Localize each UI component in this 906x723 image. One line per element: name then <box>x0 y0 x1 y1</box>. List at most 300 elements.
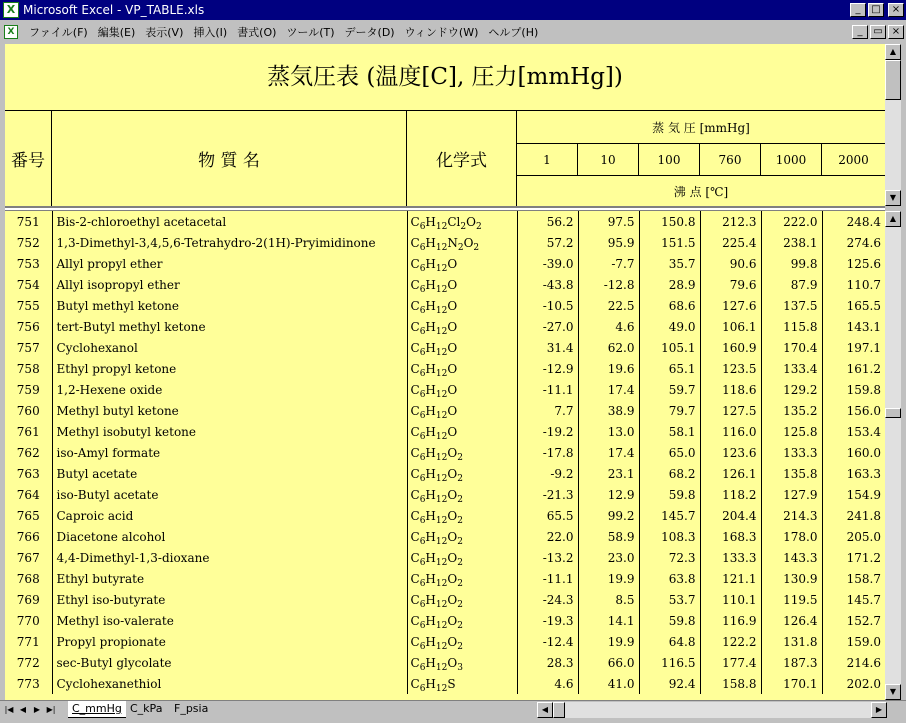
value-cell[interactable]: 110.1 <box>700 589 761 610</box>
value-cell[interactable]: 116.9 <box>700 610 761 631</box>
value-cell[interactable]: 126.4 <box>761 610 822 631</box>
value-cell[interactable]: 137.5 <box>761 295 822 316</box>
value-cell[interactable]: 156.0 <box>846 403 881 418</box>
row-number[interactable]: 751 <box>5 211 52 232</box>
value-cell[interactable]: 8.5 <box>578 589 639 610</box>
scroll-right-icon[interactable]: ▶ <box>871 702 887 718</box>
value-cell[interactable]: 115.8 <box>761 316 822 337</box>
chemical-formula[interactable] <box>407 505 517 526</box>
formula-element: C <box>410 655 420 670</box>
formula-subscript: 6 <box>419 494 426 505</box>
table-row <box>5 421 885 442</box>
value-cell[interactable]: 150.8 <box>639 211 700 232</box>
formula-subscript: 12 <box>435 557 448 568</box>
value-cell[interactable]: 79.6 <box>700 274 761 295</box>
formula-subscript: 6 <box>419 221 426 232</box>
value-cell[interactable]: 49.0 <box>639 316 700 337</box>
value-cell[interactable]: -17.8 <box>517 442 578 463</box>
substance-name[interactable]: Methyl isobutyl ketone <box>52 421 407 442</box>
value-cell[interactable]: 131.8 <box>761 631 822 652</box>
row-number[interactable]: 754 <box>5 274 52 295</box>
table-row <box>5 547 885 568</box>
value-cell[interactable]: 99.2 <box>578 505 639 526</box>
value-cell[interactable]: 4.6 <box>517 673 578 694</box>
value-cell[interactable]: 197.1 <box>846 340 881 355</box>
row-number[interactable]: 768 <box>5 568 52 589</box>
value-cell[interactable]: 23.0 <box>578 547 639 568</box>
menu-data[interactable]: データ(D) <box>344 26 395 39</box>
last-sheet-icon[interactable]: ▶| <box>46 705 56 714</box>
chemical-formula[interactable] <box>407 253 517 274</box>
first-sheet-icon[interactable]: |◀ <box>4 705 14 714</box>
value-cell[interactable]: 178.0 <box>761 526 822 547</box>
value-cell[interactable]: 66.0 <box>578 652 639 673</box>
sheet-tab-bar <box>0 700 906 719</box>
value-cell[interactable]: 110.7 <box>846 277 881 292</box>
substance-name[interactable]: Butyl acetate <box>52 463 407 484</box>
value-cell[interactable]: 59.7 <box>639 379 700 400</box>
menu-edit[interactable]: 編集(E) <box>97 26 136 39</box>
scroll-up-icon[interactable]: ▲ <box>885 211 901 227</box>
chemical-formula[interactable] <box>407 673 517 694</box>
value-cell[interactable]: 65.1 <box>639 358 700 379</box>
chemical-formula[interactable] <box>407 316 517 337</box>
formula-subscript: 12 <box>435 389 448 400</box>
row-number[interactable]: 766 <box>5 526 52 547</box>
value-cell[interactable]: 106.1 <box>700 316 761 337</box>
chemical-formula[interactable] <box>407 211 517 232</box>
value-cell[interactable]: 68.2 <box>639 463 700 484</box>
value-cell[interactable]: 133.3 <box>700 547 761 568</box>
header-name[interactable]: 物 質 名 <box>52 111 407 206</box>
value-cell[interactable]: 205.0 <box>846 529 881 544</box>
formula-subscript: 2 <box>457 599 463 610</box>
row-number[interactable]: 771 <box>5 631 52 652</box>
table-row <box>5 232 885 253</box>
formula-element: H <box>425 655 436 670</box>
formula-element: H <box>425 382 436 397</box>
value-cell[interactable]: -21.3 <box>517 484 578 505</box>
value-cell[interactable]: 145.7 <box>639 505 700 526</box>
table-row <box>5 484 885 505</box>
header-pressure-group[interactable]: 蒸 気 圧 [mmHg] <box>652 120 750 135</box>
value-cell[interactable]: 19.6 <box>578 358 639 379</box>
excel-icon[interactable]: X <box>3 2 19 18</box>
value-cell[interactable]: 90.6 <box>700 253 761 274</box>
substance-name[interactable]: Ethyl butyrate <box>52 568 407 589</box>
value-cell[interactable]: 28.9 <box>639 274 700 295</box>
value-cell[interactable]: 125.8 <box>761 421 822 442</box>
chemical-formula[interactable] <box>407 400 517 421</box>
value-cell[interactable]: -13.2 <box>517 547 578 568</box>
chemical-formula[interactable] <box>407 442 517 463</box>
value-cell[interactable]: 99.8 <box>761 253 822 274</box>
value-cell[interactable]: 65.5 <box>517 505 578 526</box>
value-cell[interactable]: 171.2 <box>846 550 881 565</box>
value-cell[interactable]: 168.3 <box>700 526 761 547</box>
row-number[interactable]: 755 <box>5 295 52 316</box>
row-number[interactable]: 764 <box>5 484 52 505</box>
scroll-down-icon[interactable]: ▼ <box>885 684 901 700</box>
value-cell[interactable]: 17.4 <box>578 442 639 463</box>
workbook-icon[interactable]: X <box>4 25 18 39</box>
formula-subscript: 12 <box>435 305 448 316</box>
value-cell[interactable]: 53.7 <box>639 589 700 610</box>
value-cell[interactable]: 35.7 <box>639 253 700 274</box>
value-cell[interactable]: 108.3 <box>639 526 700 547</box>
value-cell[interactable]: 127.9 <box>761 484 822 505</box>
scroll-thumb[interactable] <box>553 702 565 718</box>
header-pressure-100[interactable]: 100 <box>639 144 700 175</box>
value-cell[interactable]: 135.2 <box>761 400 822 421</box>
value-cell[interactable]: 151.5 <box>639 232 700 253</box>
value-cell[interactable]: 95.9 <box>578 232 639 253</box>
row-number[interactable]: 772 <box>5 652 52 673</box>
value-cell[interactable]: 122.2 <box>700 631 761 652</box>
formula-subscript: 12 <box>435 641 448 652</box>
menu-help[interactable]: ヘルプ(H) <box>488 26 539 39</box>
row-number[interactable]: 752 <box>5 232 52 253</box>
value-cell[interactable]: -10.5 <box>517 295 578 316</box>
substance-name[interactable]: Cyclohexanethiol <box>52 673 407 694</box>
formula-subscript: 12 <box>435 284 448 295</box>
value-cell[interactable]: 143.1 <box>846 319 881 334</box>
value-cell[interactable]: 170.4 <box>761 337 822 358</box>
value-cell[interactable]: 119.5 <box>761 589 822 610</box>
value-cell[interactable]: 129.2 <box>761 379 822 400</box>
value-cell[interactable]: 163.3 <box>846 466 881 481</box>
value-cell[interactable]: -12.4 <box>517 631 578 652</box>
formula-element: H <box>425 613 436 628</box>
substance-name[interactable]: Caproic acid <box>52 505 407 526</box>
sheet-title[interactable]: 蒸気圧表 (温度[C], 圧力[mmHg]) <box>5 44 885 111</box>
formula-subscript: 6 <box>419 368 426 379</box>
value-cell[interactable]: 204.4 <box>700 505 761 526</box>
value-cell[interactable]: 41.0 <box>578 673 639 694</box>
chemical-formula[interactable] <box>407 526 517 547</box>
substance-name[interactable]: Propyl propionate <box>52 631 407 652</box>
value-cell[interactable]: 57.2 <box>517 232 578 253</box>
value-cell[interactable]: 153.4 <box>846 424 881 439</box>
formula-element: O <box>447 424 458 439</box>
header-pressure-1[interactable]: 1 <box>517 144 578 175</box>
substance-name[interactable]: tert-Butyl methyl ketone <box>52 316 407 337</box>
value-cell[interactable]: 214.3 <box>761 505 822 526</box>
value-cell[interactable]: 19.9 <box>578 631 639 652</box>
chemical-formula[interactable] <box>407 589 517 610</box>
formula-element: Cl <box>447 214 461 229</box>
header-pressure-10[interactable]: 10 <box>578 144 639 175</box>
data-table <box>5 211 885 694</box>
substance-name[interactable]: iso-Butyl acetate <box>52 484 407 505</box>
scroll-down-icon[interactable]: ▼ <box>885 190 901 206</box>
value-cell[interactable]: 72.3 <box>639 547 700 568</box>
value-cell[interactable]: 105.1 <box>639 337 700 358</box>
row-number[interactable]: 763 <box>5 463 52 484</box>
menu-view[interactable]: 表示(V) <box>145 26 184 39</box>
substance-name[interactable]: Methyl butyl ketone <box>52 400 407 421</box>
value-cell[interactable]: 165.5 <box>846 298 881 313</box>
tab-c-kpa[interactable]: C_kPa <box>130 702 163 715</box>
value-cell[interactable]: 63.8 <box>639 568 700 589</box>
doc-restore-button[interactable]: ▭ <box>870 25 886 39</box>
value-cell[interactable]: 65.0 <box>639 442 700 463</box>
next-sheet-icon[interactable]: ▶ <box>33 705 41 714</box>
substance-name[interactable]: Methyl iso-valerate <box>52 610 407 631</box>
value-cell[interactable]: 159.0 <box>846 634 881 649</box>
value-cell[interactable]: 116.5 <box>639 652 700 673</box>
value-cell[interactable]: 31.4 <box>517 337 578 358</box>
value-cell[interactable]: -19.2 <box>517 421 578 442</box>
value-cell[interactable]: -27.0 <box>517 316 578 337</box>
value-cell[interactable]: 59.8 <box>639 610 700 631</box>
horizontal-scrollbar[interactable] <box>537 702 887 718</box>
formula-subscript: 2 <box>457 452 463 463</box>
value-cell[interactable]: 143.3 <box>761 547 822 568</box>
value-cell[interactable]: 212.3 <box>700 211 761 232</box>
value-cell[interactable]: 62.0 <box>578 337 639 358</box>
substance-name[interactable]: Allyl propyl ether <box>52 253 407 274</box>
value-cell[interactable]: 214.6 <box>846 655 881 670</box>
menu-format[interactable]: 書式(O) <box>237 26 277 39</box>
formula-subscript: 6 <box>419 536 426 547</box>
formula-element: H <box>425 508 436 523</box>
value-cell[interactable]: 123.5 <box>700 358 761 379</box>
maximize-button[interactable]: □ <box>868 3 884 17</box>
value-cell[interactable]: 4.6 <box>578 316 639 337</box>
formula-element: C <box>410 340 420 355</box>
value-cell[interactable]: 19.9 <box>578 568 639 589</box>
value-cell[interactable]: 127.6 <box>700 295 761 316</box>
menu-file[interactable]: ファイル(F) <box>29 26 88 39</box>
header-vertical-scrollbar[interactable] <box>885 44 901 206</box>
value-cell[interactable]: -19.3 <box>517 610 578 631</box>
value-cell[interactable]: 64.8 <box>639 631 700 652</box>
value-cell[interactable]: 23.1 <box>578 463 639 484</box>
header-pressure-1000[interactable]: 1000 <box>761 144 822 175</box>
header-no[interactable]: 番号 <box>5 111 52 206</box>
value-cell[interactable]: 38.9 <box>578 400 639 421</box>
chemical-formula[interactable] <box>407 274 517 295</box>
value-cell[interactable]: 22.0 <box>517 526 578 547</box>
substance-name[interactable]: Cyclohexanol <box>52 337 407 358</box>
value-cell[interactable]: 161.2 <box>846 361 881 376</box>
formula-subscript: 2 <box>457 536 463 547</box>
doc-close-button[interactable]: × <box>888 25 904 39</box>
close-button[interactable]: × <box>888 3 904 17</box>
scroll-left-icon[interactable]: ◀ <box>537 702 553 718</box>
value-cell[interactable]: -39.0 <box>517 253 578 274</box>
value-cell[interactable]: 170.1 <box>761 673 822 694</box>
scroll-up-icon[interactable]: ▲ <box>885 44 901 60</box>
value-cell[interactable]: 152.7 <box>846 613 881 628</box>
chemical-formula[interactable] <box>407 652 517 673</box>
value-cell[interactable]: 133.3 <box>761 442 822 463</box>
formula-element: O <box>447 571 458 586</box>
formula-subscript: 12 <box>435 221 448 232</box>
value-cell[interactable]: 14.1 <box>578 610 639 631</box>
value-cell[interactable]: 87.9 <box>761 274 822 295</box>
value-cell[interactable]: 145.7 <box>846 592 881 607</box>
menu-tools[interactable]: ツール(T) <box>286 26 335 39</box>
menu-insert[interactable]: 挿入(I) <box>193 26 228 39</box>
header-formula[interactable]: 化学式 <box>407 111 517 206</box>
table-row <box>5 631 885 652</box>
substance-name[interactable]: Ethyl iso-butyrate <box>52 589 407 610</box>
chemical-formula[interactable] <box>407 631 517 652</box>
value-cell[interactable]: 59.8 <box>639 484 700 505</box>
value-cell[interactable]: -12.8 <box>578 274 639 295</box>
substance-name[interactable]: Butyl methyl ketone <box>52 295 407 316</box>
value-cell[interactable]: 158.7 <box>846 571 881 586</box>
value-cell[interactable]: 125.6 <box>846 256 881 271</box>
value-cell[interactable]: 154.9 <box>846 487 881 502</box>
title-bar <box>0 0 906 20</box>
row-number[interactable]: 759 <box>5 379 52 400</box>
value-cell[interactable]: 135.8 <box>761 463 822 484</box>
doc-minimize-button[interactable]: _ <box>852 25 868 39</box>
row-number[interactable]: 757 <box>5 337 52 358</box>
scroll-thumb[interactable] <box>885 60 901 100</box>
formula-element: O <box>463 235 474 250</box>
value-cell[interactable]: 68.6 <box>639 295 700 316</box>
value-cell[interactable]: 17.4 <box>578 379 639 400</box>
value-cell[interactable]: 177.4 <box>700 652 761 673</box>
prev-sheet-icon[interactable]: ◀ <box>19 705 27 714</box>
substance-name[interactable]: 1,2-Hexene oxide <box>52 379 407 400</box>
formula-element: O <box>447 592 458 607</box>
value-cell[interactable]: -12.9 <box>517 358 578 379</box>
row-number[interactable]: 769 <box>5 589 52 610</box>
formula-element: C <box>410 403 420 418</box>
value-cell[interactable]: 58.9 <box>578 526 639 547</box>
value-cell[interactable]: 79.7 <box>639 400 700 421</box>
header-pressure-760[interactable]: 760 <box>700 144 761 175</box>
value-cell[interactable]: -24.3 <box>517 589 578 610</box>
value-cell[interactable]: 13.0 <box>578 421 639 442</box>
value-cell[interactable]: 133.4 <box>761 358 822 379</box>
value-cell[interactable]: 118.6 <box>700 379 761 400</box>
formula-element: O <box>447 382 458 397</box>
formula-element: O <box>447 298 458 313</box>
chemical-formula[interactable] <box>407 484 517 505</box>
value-cell[interactable]: -9.2 <box>517 463 578 484</box>
value-cell[interactable]: 22.5 <box>578 295 639 316</box>
value-cell[interactable]: 97.5 <box>578 211 639 232</box>
value-cell[interactable]: 238.1 <box>761 232 822 253</box>
value-cell[interactable]: 121.1 <box>700 568 761 589</box>
value-cell[interactable]: -11.1 <box>517 379 578 400</box>
tab-c-mmhg[interactable]: C_mmHg <box>68 701 126 718</box>
value-cell[interactable]: 116.0 <box>700 421 761 442</box>
header-boiling[interactable]: 沸 点 [℃] <box>673 184 729 199</box>
substance-name[interactable]: 1,3-Dimethyl-3,4,5,6-Tetrahydro-2(1H)-Pryimidinone <box>52 232 407 253</box>
value-cell[interactable]: 118.2 <box>700 484 761 505</box>
chemical-formula[interactable] <box>407 358 517 379</box>
formula-subscript: 2 <box>457 494 463 505</box>
value-cell[interactable]: 92.4 <box>639 673 700 694</box>
value-cell[interactable]: -43.8 <box>517 274 578 295</box>
row-number[interactable]: 767 <box>5 547 52 568</box>
value-cell[interactable]: 123.6 <box>700 442 761 463</box>
data-vertical-scrollbar[interactable] <box>885 211 901 700</box>
value-cell[interactable]: 248.4 <box>846 214 881 229</box>
formula-subscript: 2 <box>475 221 482 232</box>
formula-element: O <box>447 487 458 502</box>
formula-element: C <box>410 634 420 649</box>
value-cell[interactable]: 241.8 <box>846 508 881 523</box>
value-cell[interactable]: -11.1 <box>517 568 578 589</box>
row-number[interactable]: 756 <box>5 316 52 337</box>
chemical-formula[interactable] <box>407 295 517 316</box>
substance-name[interactable]: 4,4-Dimethyl-1,3-dioxane <box>52 547 407 568</box>
chemical-formula[interactable] <box>407 547 517 568</box>
value-cell[interactable]: 158.8 <box>700 673 761 694</box>
value-cell[interactable]: 12.9 <box>578 484 639 505</box>
substance-name[interactable]: Diacetone alcohol <box>52 526 407 547</box>
value-cell[interactable]: 274.6 <box>846 235 881 250</box>
header-pressure-2000[interactable]: 2000 <box>838 152 869 167</box>
row-number[interactable]: 758 <box>5 358 52 379</box>
substance-name[interactable]: Allyl isopropyl ether <box>52 274 407 295</box>
menu-window[interactable]: ウィンドウ(W) <box>404 26 479 39</box>
formula-subscript: 6 <box>419 326 426 337</box>
row-number[interactable]: 773 <box>5 673 52 694</box>
formula-element: H <box>425 340 436 355</box>
row-number[interactable]: 761 <box>5 421 52 442</box>
value-cell[interactable]: 56.2 <box>517 211 578 232</box>
substance-name[interactable]: sec-Butyl glycolate <box>52 652 407 673</box>
substance-name[interactable]: Ethyl propyl ketone <box>52 358 407 379</box>
formula-subscript: 2 <box>457 578 463 589</box>
value-cell[interactable]: 130.9 <box>761 568 822 589</box>
value-cell[interactable]: 202.0 <box>846 676 881 691</box>
substance-name[interactable]: iso-Amyl formate <box>52 442 407 463</box>
value-cell[interactable]: -7.7 <box>578 253 639 274</box>
value-cell[interactable]: 160.9 <box>700 337 761 358</box>
chemical-formula[interactable] <box>407 232 517 253</box>
value-cell[interactable]: 126.1 <box>700 463 761 484</box>
value-cell[interactable]: 222.0 <box>761 211 822 232</box>
row-number[interactable]: 770 <box>5 610 52 631</box>
row-number[interactable]: 762 <box>5 442 52 463</box>
value-cell[interactable]: 225.4 <box>700 232 761 253</box>
value-cell[interactable]: 28.3 <box>517 652 578 673</box>
value-cell[interactable]: 159.8 <box>846 382 881 397</box>
value-cell[interactable]: 187.3 <box>761 652 822 673</box>
value-cell[interactable]: 58.1 <box>639 421 700 442</box>
value-cell[interactable]: 7.7 <box>517 400 578 421</box>
formula-element: C <box>410 256 420 271</box>
tab-f-psia[interactable]: F_psia <box>174 702 209 715</box>
chemical-formula[interactable] <box>407 610 517 631</box>
substance-name[interactable]: Bis-2-chloroethyl acetacetal <box>52 211 407 232</box>
chemical-formula[interactable] <box>407 337 517 358</box>
value-cell[interactable]: 160.0 <box>846 445 881 460</box>
row-number[interactable]: 765 <box>5 505 52 526</box>
formula-element: C <box>410 613 420 628</box>
chemical-formula[interactable] <box>407 421 517 442</box>
row-number[interactable]: 753 <box>5 253 52 274</box>
minimize-button[interactable]: _ <box>850 3 866 17</box>
formula-element: H <box>425 256 436 271</box>
value-cell[interactable]: 127.5 <box>700 400 761 421</box>
scroll-thumb[interactable] <box>885 408 901 418</box>
chemical-formula[interactable] <box>407 379 517 400</box>
chemical-formula[interactable] <box>407 568 517 589</box>
chemical-formula[interactable] <box>407 463 517 484</box>
row-number[interactable]: 760 <box>5 400 52 421</box>
